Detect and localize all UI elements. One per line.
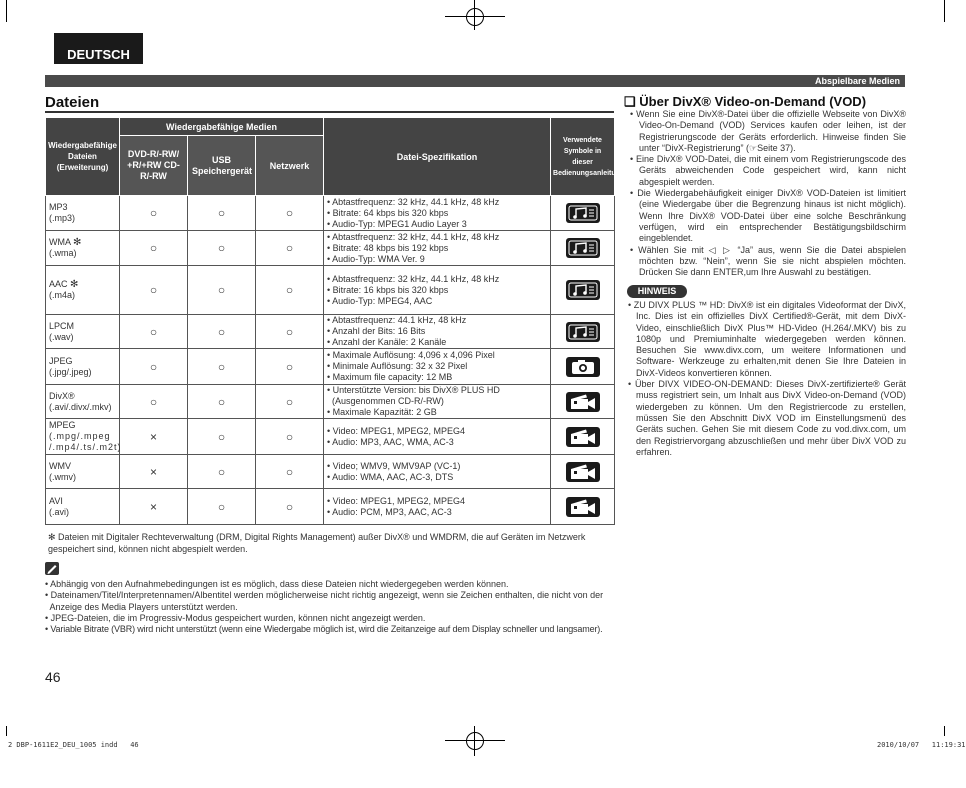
- notes-list: [45, 579, 617, 635]
- dvd-support: ○: [120, 266, 188, 315]
- dvd-support: ×: [120, 489, 188, 525]
- network-support: ○: [256, 266, 324, 315]
- note-item: • Variable Bitrate (VBR) wird nicht unterstützt (wenn eine Wiedergabe möglich ist, wird die Zeitanzeige auf dem Display schneller und langsamer).: [45, 624, 603, 635]
- format-cell: [46, 385, 120, 419]
- header-media: Wiedergabefähige Medien: [120, 118, 324, 136]
- format-cell: [46, 419, 120, 455]
- format-name: DivX®: [49, 390, 75, 401]
- music-icon: [566, 322, 600, 342]
- video-icon: [566, 497, 600, 517]
- symbol-cell: [551, 231, 615, 266]
- hinweis-item: • Über DIVX VIDEO-ON-DEMAND: Dieses DivX-zertifizierte® Gerät muss registriert sein, um Inhalt aus DivX Video-on-Demand (VOD) wiedergeben zu können. Um den Registriercode zu erstellen, müssen Sie den Abschnitt DivX VOD im Einstellungsmenü des Geräts suchen. Gehen Sie mit diesem Code zu vod.divx.com, um den Registriervorgang abzuschließen und mehr über DivX VOD zu erfahren.: [628, 379, 906, 457]
- usb-support: ○: [188, 489, 256, 525]
- symbol-cell: [551, 385, 615, 419]
- table-row: [46, 455, 615, 489]
- crop-mark: [944, 0, 945, 22]
- symbol-cell: [551, 489, 615, 525]
- divx-vod-list: [630, 109, 906, 278]
- dvd-support: ×: [120, 419, 188, 455]
- divx-vod-item: • Wählen Sie mit ◁ ▷ “Ja” aus, wenn Sie die Datei abspielen möchten bzw. “Nein”, wenn Sie sie nicht abspielen möchten. Drücken Sie dann ENTER,um Ihre Auswahl zu bestätigen.: [630, 244, 906, 278]
- format-extension: (.jpg/.jpeg): [49, 366, 92, 377]
- spec-line: • Bitrate: 64 kbps bis 320 kbps: [327, 207, 449, 218]
- hinweis-item: • ZU DIVX PLUS ™ HD: DivX® ist ein digitales Videoformat der DivX, Inc. Dies ist ein offizielles DivX Certified®-Gerät, mit dem DivX-Video, einschließlich DivX Plus™ HD-Video (H.264/.MKV) bis zu 1080p und Premiuminhalte wiedergegeben werden können. Besuchen Sie www.divx.com, um weitere Informationen und Software- Werkzeuge zu erhalten,mit denen Sie Ihre Dateien in DivX-Videos konvertieren können.: [628, 300, 906, 378]
- format-cell: [46, 266, 120, 315]
- spec-cell: [324, 315, 551, 349]
- usb-support: ○: [188, 196, 256, 231]
- table-row: [46, 231, 615, 266]
- crop-mark: [6, 726, 7, 736]
- header-dvd: DVD-R/-RW/ +R/+RW CD-R/-RW: [120, 136, 188, 196]
- drm-star: ✻: [73, 237, 82, 248]
- header-network: Netzwerk: [256, 136, 324, 196]
- note-item: Anzeige des Media Players unterstützt werden.: [45, 601, 238, 612]
- video-icon: [566, 392, 600, 412]
- dvd-support: ○: [120, 315, 188, 349]
- divx-vod-title: ❑ Über DivX® Video-on-Demand (VOD): [624, 94, 867, 109]
- music-icon: [566, 238, 600, 258]
- network-support: ○: [256, 231, 324, 266]
- pencil-note-icon: [45, 562, 59, 575]
- spec-cell: [324, 455, 551, 489]
- music-icon: [566, 280, 600, 300]
- symbol-cell: [551, 349, 615, 385]
- spec-line: • Abtastfrequenz: 32 kHz, 44.1 kHz, 48 kHz: [327, 231, 500, 242]
- spec-line: • Audio-Typ: MPEG1 Audio Layer 3: [327, 218, 467, 229]
- print-slug-file: 2 DBP-1611E2_DEU_1005 indd 46: [8, 741, 139, 749]
- spec-line: • Audio-Typ: MPEG4, AAC: [327, 295, 433, 306]
- drm-footnote: ✻ Dateien mit Digitaler Rechteverwaltung (DRM, Digital Rights Management) außer DivX® und WMDRM, die auf Geräten im Netzwerk gespeichert sind, können nicht abgespielt werden.: [48, 532, 586, 554]
- network-support: ○: [256, 419, 324, 455]
- format-extension: (.mp3): [49, 213, 76, 223]
- spec-line: • Video: MPEG1, MPEG2, MPEG4: [327, 425, 466, 436]
- note-item: • Abhängig von den Aufnahmebedingungen ist es möglich, dass diese Dateien nicht wiedergegeben werden können.: [45, 579, 509, 589]
- header-format: Wiedergabefähige Dateien (Erweiterung): [46, 118, 120, 196]
- hinweis-list: [628, 300, 906, 458]
- network-support: ○: [256, 455, 324, 489]
- page-title: Dateien: [45, 94, 100, 111]
- spec-line: • Bitrate: 16 kbps bis 320 kbps: [327, 284, 449, 295]
- symbol-cell: [551, 266, 615, 315]
- format-extension: (.m4a): [49, 290, 76, 300]
- format-name: LPCM: [49, 320, 75, 331]
- spec-cell: [324, 349, 551, 385]
- section-header: Abspielbare Medien: [45, 75, 905, 87]
- format-extension: (.mpg/.mpeg /.mp4/.ts/.m2t): [49, 431, 122, 452]
- video-icon: [566, 462, 600, 482]
- format-name: WMA: [49, 237, 71, 247]
- table-row: [46, 419, 615, 455]
- spec-cell: [324, 419, 551, 455]
- dvd-support: ○: [120, 385, 188, 419]
- spec-cell: [324, 196, 551, 231]
- spec-line: • Video: MPEG1, MPEG2, MPEG4: [327, 495, 466, 506]
- usb-support: ○: [188, 266, 256, 315]
- spec-line: • Audio: PCM, MP3, AAC, AC-3: [327, 506, 452, 517]
- format-extension: (.avi): [49, 506, 69, 517]
- spec-line: • Video; WMV9, WMV9AP (VC-1): [327, 460, 461, 471]
- spec-line: • Maximale Auflösung: 4,096 x 4,096 Pixel: [327, 350, 495, 360]
- format-cell: [46, 489, 120, 525]
- usb-support: ○: [188, 455, 256, 489]
- language-tab: DEUTSCH: [54, 33, 143, 64]
- network-support: ○: [256, 385, 324, 419]
- format-extension: (.avi/.divx/.mkv): [49, 401, 112, 412]
- spec-line: • Abtastfrequenz: 44.1 kHz, 48 kHz: [327, 315, 467, 325]
- format-cell: [46, 349, 120, 385]
- divx-vod-item: • Wenn Sie eine DivX®-Datei über die offizielle Webseite von DivX® Video-On-Demand (VOD) Services kaufen oder leihen, ist der Registrierungscode der Geräts erforderlich. Hinweise finden Sie unter “DivX-Registrierung” (☞Seite 37).: [630, 109, 906, 153]
- spec-line: • Abtastfrequenz: 32 kHz, 44.1 kHz, 48 kHz: [327, 196, 500, 207]
- symbol-cell: [551, 315, 615, 349]
- format-name: MPEG: [49, 420, 76, 430]
- network-support: ○: [256, 196, 324, 231]
- format-name: AVI: [49, 495, 63, 506]
- format-extension: (.wmv): [49, 471, 76, 482]
- spec-line: (Ausgenommen CD-R/-RW): [327, 396, 444, 406]
- spec-line: • Unterstützte Version: bis DivX® PLUS HD: [327, 385, 500, 395]
- usb-support: ○: [188, 349, 256, 385]
- note-item: • Dateinamen/Titel/Interpretennamen/Albentitel werden möglicherweise nicht richtig angezeigt, wenn sie Zeichen enthalten, die nicht von der: [45, 590, 604, 601]
- hinweis-badge: HINWEIS: [627, 285, 687, 298]
- spec-line: • Minimale Auflösung: 32 x 32 Pixel: [327, 361, 468, 371]
- dvd-support: ○: [120, 349, 188, 385]
- spec-cell: [324, 489, 551, 525]
- table-row: [46, 385, 615, 419]
- spec-line: • Bitrate: 48 kbps bis 192 kbps: [327, 242, 449, 253]
- dvd-support: ×: [120, 455, 188, 489]
- video-icon: [566, 427, 600, 447]
- drm-star: ✻: [70, 279, 79, 290]
- usb-support: ○: [188, 231, 256, 266]
- header-usb: USB Speichergerät: [188, 136, 256, 196]
- dvd-support: ○: [120, 231, 188, 266]
- format-cell: [46, 231, 120, 266]
- dvd-support: ○: [120, 196, 188, 231]
- spec-line: • Audio: WMA, AAC, AC-3, DTS: [327, 471, 454, 482]
- usb-support: ○: [188, 419, 256, 455]
- table-row: [46, 349, 615, 385]
- format-cell: [46, 196, 120, 231]
- title-divider: [45, 111, 614, 113]
- spec-line: • Audio-Typ: WMA Ver. 9: [327, 253, 425, 264]
- divx-vod-item: • Die Wiedergabehäufigkeit einiger DivX® VOD-Dateien ist limitiert (eine Wiedergabe über die Begrenzung hinaus ist nicht möglich). Wenn Ihre DivX® VOD-Datei über eine solche Beschränkung verfügen, wird ein entsprechender Bestätigungsbildschirm eingeblendet.: [630, 188, 906, 244]
- header-spec: Datei-Spezifikation: [324, 118, 551, 196]
- media-table: [45, 117, 625, 525]
- spec-line: • Maximum file capacity: 12 MB: [327, 372, 453, 382]
- spec-cell: [324, 231, 551, 266]
- header-symbols: Verwendete Symbole in dieser Bedienungsanleitung: [551, 118, 615, 196]
- divx-vod-item: • Eine DivX® VOD-Datei, die mit einem vom Registrierungscode des Geräts abweichenden Code gespeichert wird, kann nicht abgespielt werden.: [630, 154, 906, 187]
- spec-line: • Maximale Kapazität: 2 GB: [327, 407, 437, 417]
- network-support: ○: [256, 315, 324, 349]
- format-extension: (.wma): [49, 248, 77, 258]
- usb-support: ○: [188, 315, 256, 349]
- format-cell: [46, 455, 120, 489]
- crop-mark: [6, 0, 7, 22]
- usb-support: ○: [188, 385, 256, 419]
- print-slug-date: 2010/10/07 11:19:31: [877, 741, 966, 749]
- network-support: ○: [256, 489, 324, 525]
- format-name: AAC: [49, 279, 68, 289]
- spec-line: • Anzahl der Kanäle: 2 Kanäle: [327, 337, 447, 347]
- network-support: ○: [256, 349, 324, 385]
- spec-line: • Abtastfrequenz: 32 kHz, 44.1 kHz, 48 kHz: [327, 273, 500, 284]
- registration-mark: [466, 8, 484, 26]
- page-number: 46: [45, 669, 61, 685]
- symbol-cell: [551, 455, 615, 489]
- format-name: MP3: [49, 202, 68, 212]
- registration-mark: [466, 732, 484, 750]
- symbol-cell: [551, 419, 615, 455]
- spec-cell: [324, 385, 551, 419]
- format-cell: [46, 315, 120, 349]
- table-row: [46, 196, 615, 231]
- format-extension: (.wav): [49, 331, 74, 342]
- crop-mark: [944, 726, 945, 736]
- spec-line: • Audio: MP3, AAC, WMA, AC-3: [327, 436, 454, 447]
- table-row: [46, 315, 615, 349]
- symbol-cell: [551, 196, 615, 231]
- format-name: WMV: [49, 460, 71, 471]
- table-row: [46, 489, 615, 525]
- format-name: JPEG: [49, 355, 73, 366]
- spec-line: • Anzahl der Bits: 16 Bits: [327, 326, 426, 336]
- camera-icon: [566, 357, 600, 377]
- table-row: [46, 266, 615, 315]
- music-icon: [566, 203, 600, 223]
- spec-cell: [324, 266, 551, 315]
- note-item: • JPEG-Dateien, die im Progressiv-Modus gespeichert wurden, können nicht angezeigt werden.: [45, 612, 426, 623]
